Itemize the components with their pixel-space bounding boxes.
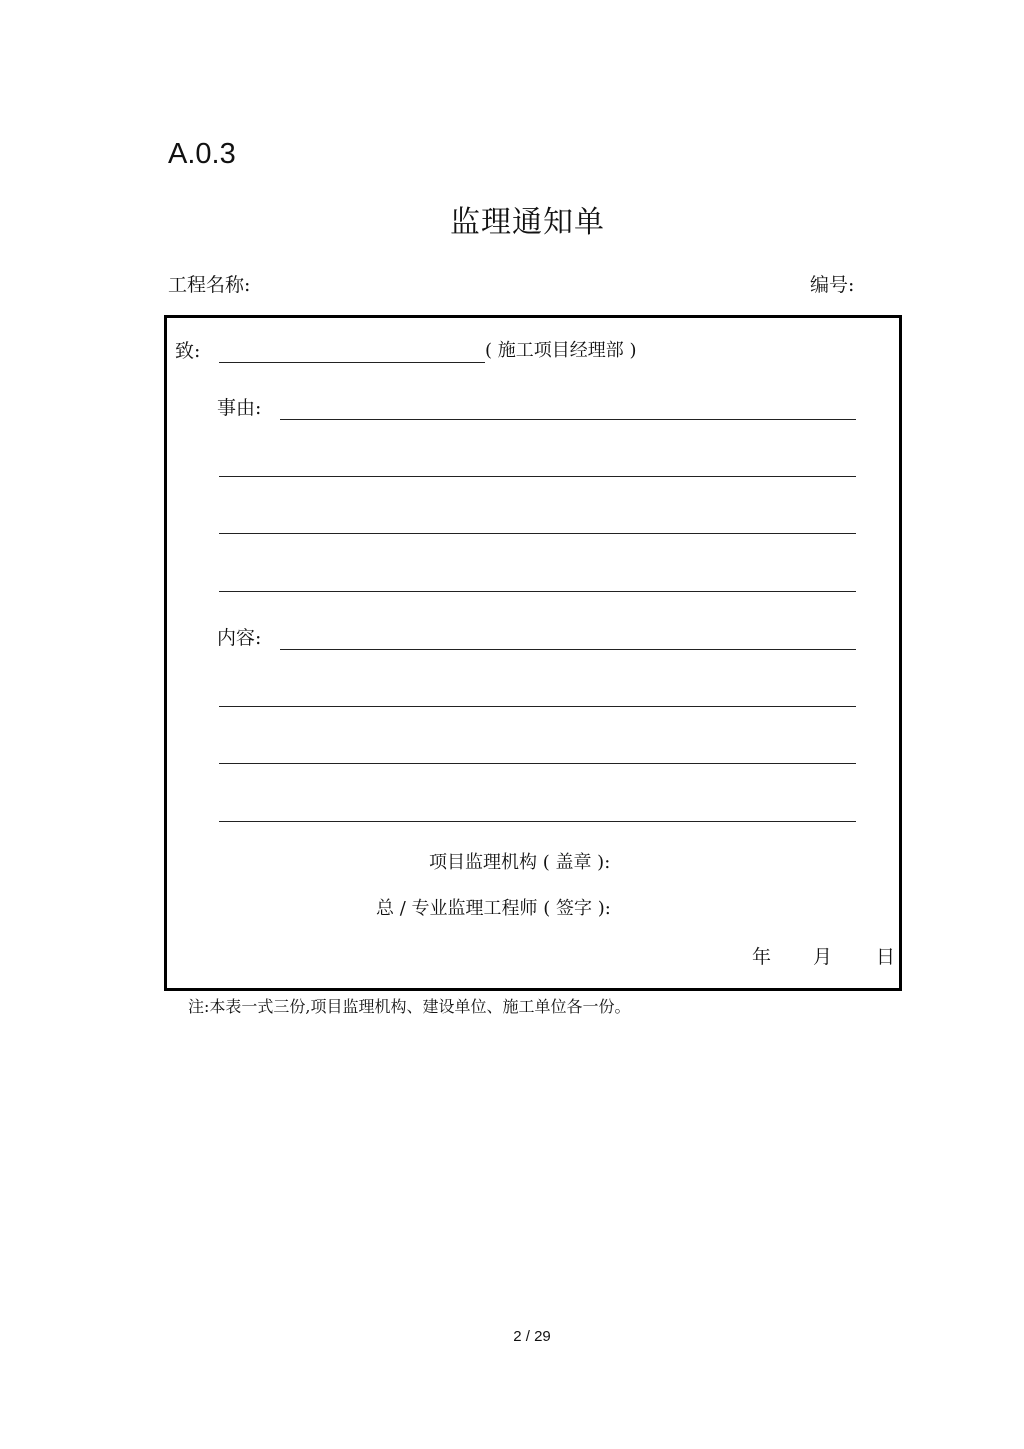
to-suffix: ( 施工项目经理部 ) [485,340,637,361]
to-label: 致: [175,340,201,362]
footnote: 注:本表一式三份,项目监理机构、建设单位、施工单位各一份。 [188,997,631,1016]
page-number: 2 / 29 [513,1328,551,1345]
engineer-sign-label: 总 / 专业监理工程师 ( 签字 ): [376,898,611,919]
date-year: 年 [752,946,772,968]
date-month: 月 [813,946,833,968]
content-line-4[interactable] [219,821,856,822]
reason-line-1[interactable] [280,419,856,420]
content-line-2[interactable] [219,706,856,707]
content-line-3[interactable] [219,763,856,764]
page-title: 监理通知单 [450,205,605,240]
reason-line-3[interactable] [219,533,856,534]
project-name-label: 工程名称: [168,274,251,296]
form-code: A.0.3 [168,138,236,170]
content-line-1[interactable] [280,649,856,650]
notice-form-box [164,315,902,991]
reason-line-2[interactable] [219,476,856,477]
to-recipient-line[interactable] [219,362,485,363]
date-day: 日 [876,946,896,968]
reason-label: 事由: [217,397,262,419]
org-seal-label: 项目监理机构 ( 盖章 ): [429,852,611,873]
reason-line-4[interactable] [219,591,856,592]
number-label: 编号: [810,274,855,296]
content-label: 内容: [217,627,262,649]
